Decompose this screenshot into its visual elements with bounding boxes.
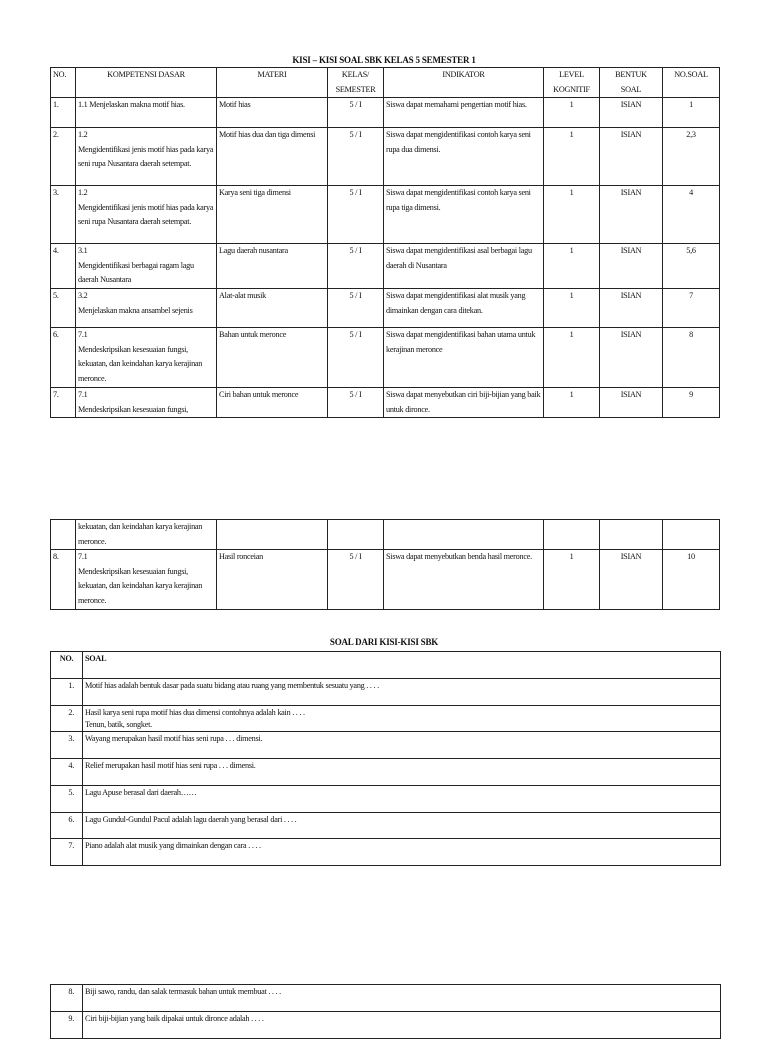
- materi-cell: Alat-alat musik: [217, 288, 328, 327]
- materi-cell: Lagu daerah nusantara: [217, 244, 328, 289]
- kisi-table: [50, 67, 720, 418]
- table-row: [51, 520, 720, 550]
- table-row: [51, 98, 720, 128]
- soal-text: Lagu Gundul-Gundul Pacul adalah lagu daerah yang berasal dari . . . .: [83, 813, 721, 839]
- indikator-cell: Siswa dapat mengidentifikasi contoh karya seni rupa dua dimensi.: [384, 128, 544, 186]
- nosoal-cell: 7: [663, 288, 720, 327]
- header-kelas-semester: KELAS/ SEMESTER: [328, 68, 384, 98]
- indikator-cell: Siswa dapat menyebutkan benda hasil meronce.: [384, 550, 544, 609]
- soal-no: 9.: [51, 1012, 83, 1039]
- kelas-cell: 5 / I: [328, 288, 384, 327]
- kd-cell: 1.1 Menjelaskan makna motif hias.: [76, 98, 217, 128]
- header-level-kognitif: LEVEL KOGNITIF: [544, 68, 600, 98]
- kelas-cell: 5 / I: [328, 387, 384, 417]
- soal-no: 5.: [51, 786, 83, 813]
- row-no: 8.: [51, 550, 76, 609]
- header-indikator: INDIKATOR: [384, 68, 544, 98]
- materi-cell: Motif hias: [217, 98, 328, 128]
- nosoal-cell: 2,3: [663, 128, 720, 186]
- list-item: [51, 759, 721, 786]
- indikator-cell: Siswa dapat mengidentifikasi alat musik yang dimainkan dengan cara ditekan.: [384, 288, 544, 327]
- soal-header-no: NO.: [51, 652, 83, 679]
- table-row: [51, 288, 720, 327]
- row-no: 5.: [51, 288, 76, 327]
- bentuk-cell: ISIAN: [600, 327, 663, 387]
- row-no: 1.: [51, 98, 76, 128]
- nosoal-cell: 9: [663, 387, 720, 417]
- level-cell: 1: [544, 186, 600, 244]
- soal-header-soal: SOAL: [83, 652, 721, 679]
- bentuk-cell: ISIAN: [600, 186, 663, 244]
- kisi-table-continued: [50, 519, 720, 610]
- header-materi: MATERI: [217, 68, 328, 98]
- level-cell: 1: [544, 288, 600, 327]
- kelas-cell: 5 / I: [328, 186, 384, 244]
- soal-text: Piano adalah alat musik yang dimainkan dengan cara . . . .: [83, 839, 721, 866]
- soal-text: Ciri biji-bijian yang baik dipakai untuk dironce adalah . . . .: [83, 1012, 721, 1039]
- soal-table: [50, 651, 721, 866]
- row-no: 4.: [51, 244, 76, 289]
- soal-text: Wayang merupakan hasil motif hias seni rupa . . . dimensi.: [83, 732, 721, 759]
- row-no: 6.: [51, 327, 76, 387]
- level-cell: 1: [544, 98, 600, 128]
- header-bentuk-soal: BENTUK SOAL: [600, 68, 663, 98]
- soal-text: Lagu Apuse berasal dari daerah……: [83, 786, 721, 813]
- kd-cell: 7.1 Mendeskripsikan kesesuaian fungsi,: [76, 387, 217, 417]
- indikator-cell: Siswa dapat memahami pengertian motif hias.: [384, 98, 544, 128]
- materi-cell: Motif hias dua dan tiga dimensi: [217, 128, 328, 186]
- materi-cell: Bahan untuk meronce: [217, 327, 328, 387]
- table-row: [51, 128, 720, 186]
- kisi-header-row: [51, 68, 720, 98]
- soal-no: 2.: [51, 706, 83, 732]
- soal-table-continued: [50, 984, 721, 1039]
- soal-text: Hasil karya seni rupa motif hias dua dimensi contohnya adalah kain . . . . Tenun, batik, songket.: [83, 706, 721, 732]
- kisi-title: KISI – KISI SOAL SBK KELAS 5 SEMESTER 1: [292, 55, 476, 65]
- bentuk-cell: ISIAN: [600, 128, 663, 186]
- bentuk-cell: ISIAN: [600, 244, 663, 289]
- bentuk-cell: ISIAN: [600, 550, 663, 609]
- soal-header-row: [51, 652, 721, 679]
- list-item: [51, 813, 721, 839]
- soal-no: 8.: [51, 985, 83, 1012]
- row-no: 7.: [51, 387, 76, 417]
- soal-text: Relief merupakan hasil motif hias seni rupa . . . dimensi.: [83, 759, 721, 786]
- table-row: [51, 244, 720, 289]
- bentuk-cell: ISIAN: [600, 98, 663, 128]
- row-no: 3.: [51, 186, 76, 244]
- bentuk-cell: ISIAN: [600, 387, 663, 417]
- indikator-cell: Siswa dapat menyebutkan ciri biji-bijian yang baik untuk dironce.: [384, 387, 544, 417]
- kd-cell: 3.1 Mengidentifikasi berbagai ragam lagu daerah Nusantara: [76, 244, 217, 289]
- indikator-cell: Siswa dapat mengidentifikasi bahan utama untuk kerajinan meronce: [384, 327, 544, 387]
- kelas-cell: 5 / I: [328, 244, 384, 289]
- soal-no: 1.: [51, 679, 83, 706]
- level-cell: 1: [544, 128, 600, 186]
- soal-no: 4.: [51, 759, 83, 786]
- list-item: [51, 706, 721, 732]
- table-row: [51, 186, 720, 244]
- kd-cell: kekuatan, dan keindahan karya kerajinan meronce.: [76, 520, 217, 550]
- kd-cell: 7.1 Mendeskripsikan kesesuaian fungsi, kekuatan, dan keindahan karya kerajinan meronce.: [76, 550, 217, 609]
- list-item: [51, 1012, 721, 1039]
- soal-title: SOAL DARI KISI-KISI SBK: [329, 637, 439, 647]
- soal-text: Biji sawo, randu, dan salak termasuk bahan untuk membuat . . . .: [83, 985, 721, 1012]
- list-item: [51, 786, 721, 813]
- kelas-cell: 5 / I: [328, 98, 384, 128]
- kd-cell: 3.2 Menjelaskan makna ansambel sejenis: [76, 288, 217, 327]
- kelas-cell: 5 / I: [328, 550, 384, 609]
- kd-cell: 1.2 Mengidentifikasi jenis motif hias pada karya seni rupa Nusantara daerah setempat.: [76, 128, 217, 186]
- nosoal-cell: 5,6: [663, 244, 720, 289]
- row-no: 2.: [51, 128, 76, 186]
- materi-cell: Karya seni tiga dimensi: [217, 186, 328, 244]
- nosoal-cell: 8: [663, 327, 720, 387]
- materi-cell: Ciri bahan untuk meronce: [217, 387, 328, 417]
- nosoal-cell: 4: [663, 186, 720, 244]
- level-cell: 1: [544, 550, 600, 609]
- list-item: [51, 839, 721, 866]
- indikator-cell: Siswa dapat mengidentifikasi asal berbagai lagu daerah di Nusantara: [384, 244, 544, 289]
- soal-no: 3.: [51, 732, 83, 759]
- nosoal-cell: 10: [663, 550, 720, 609]
- nosoal-cell: 1: [663, 98, 720, 128]
- level-cell: 1: [544, 327, 600, 387]
- header-no-soal: NO.SOAL: [663, 68, 720, 98]
- soal-no: 7.: [51, 839, 83, 866]
- materi-cell: Hasil ronceian: [217, 550, 328, 609]
- list-item: [51, 679, 721, 706]
- table-row: [51, 327, 720, 387]
- kelas-cell: 5 / I: [328, 327, 384, 387]
- header-kompetensi-dasar: KOMPETENSI DASAR: [76, 68, 217, 98]
- kd-cell: 1.2 Mengidentifikasi jenis motif hias pada karya seni rupa Nusantara daerah setempat.: [76, 186, 217, 244]
- level-cell: 1: [544, 387, 600, 417]
- header-no: NO.: [51, 68, 76, 98]
- table-row: [51, 387, 720, 417]
- table-row: [51, 550, 720, 609]
- kd-cell: 7.1 Mendeskripsikan kesesuaian fungsi, kekuatan, dan keindahan karya kerajinan meronce.: [76, 327, 217, 387]
- soal-no: 6.: [51, 813, 83, 839]
- kelas-cell: 5 / I: [328, 128, 384, 186]
- list-item: [51, 732, 721, 759]
- indikator-cell: Siswa dapat mengidentifikasi contoh karya seni rupa tiga dimensi.: [384, 186, 544, 244]
- soal-text: Motif hias adalah bentuk dasar pada suatu bidang atau ruang yang membentuk sesuatu yang . . . .: [83, 679, 721, 706]
- list-item: [51, 985, 721, 1012]
- level-cell: 1: [544, 244, 600, 289]
- bentuk-cell: ISIAN: [600, 288, 663, 327]
